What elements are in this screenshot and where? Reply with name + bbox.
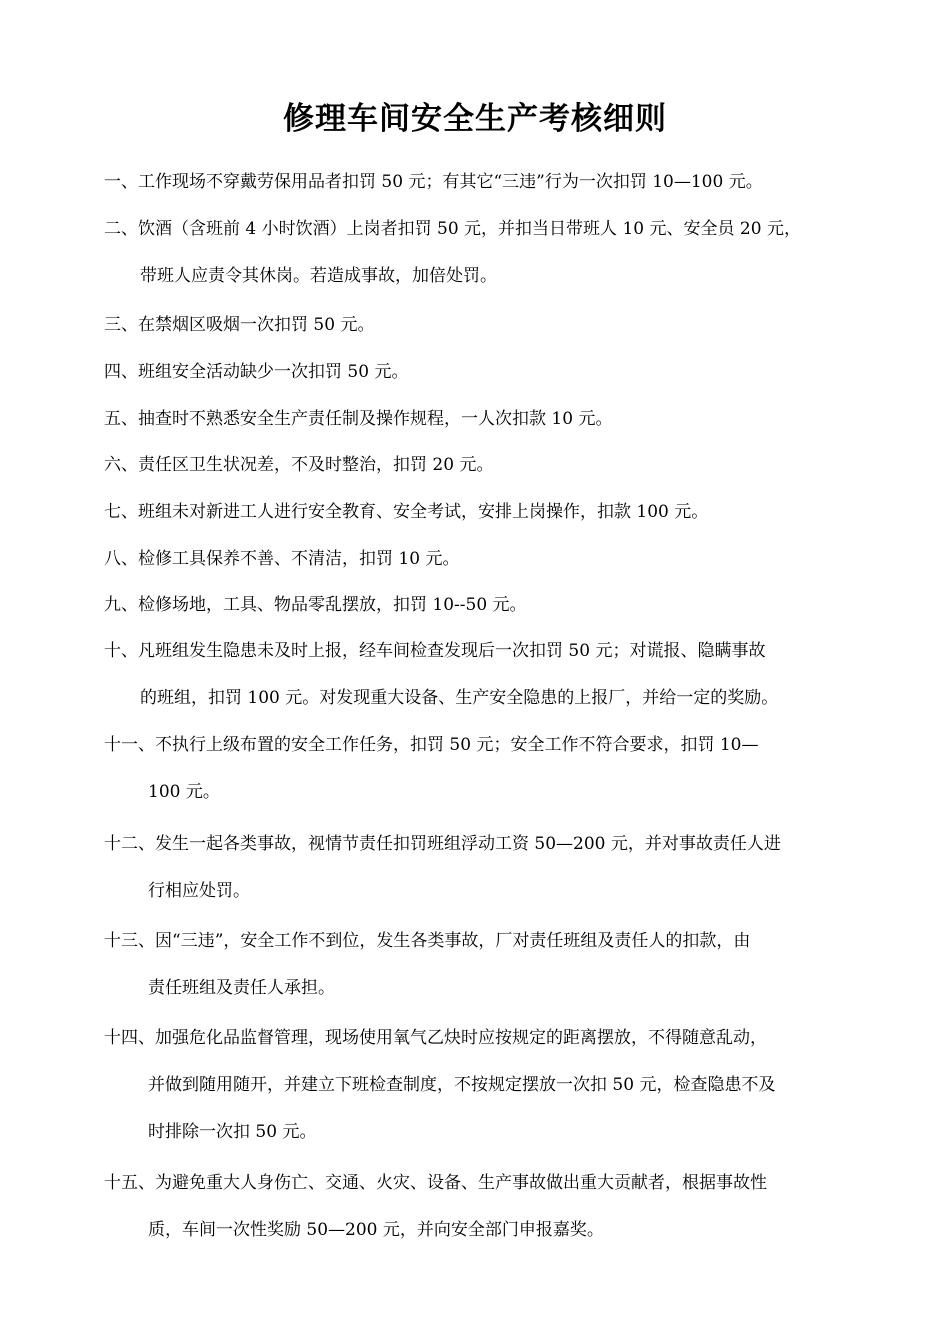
rule-text-line: 为避免重大人身伤亡、交通、火灾、设备、生产事故做出重大贡献者，根据事故性: [155, 1173, 767, 1193]
rule-number: 十、: [104, 641, 138, 661]
rule-item: [104, 628, 864, 722]
rule-number: 五、: [104, 409, 138, 429]
rule-text-line: 在禁烟区吸烟一次扣罚 50 元。: [138, 315, 375, 335]
rule-item: [104, 536, 864, 583]
rule-number: 十一、: [104, 735, 155, 755]
rule-item: [104, 159, 864, 206]
rule-number: 三、: [104, 315, 138, 335]
rule-text-line: 检修场地，工具、物品零乱摆放，扣罚 10--50 元。: [138, 595, 527, 615]
rule-number: 九、: [104, 595, 138, 615]
rule-text-line: 100 元。: [148, 782, 220, 802]
rule-text-line: 不执行上级布置的安全工作任务，扣罚 50 元；安全工作不符合要求，扣罚 10—: [155, 735, 759, 755]
rule-text-line: 发生一起各类事故，视情节责任扣罚班组浮动工资 50—200 元，并对事故责任人进: [155, 834, 781, 854]
rule-text-line: 并做到随用随开，并建立下班检查制度，不按规定摆放一次扣 50 元，检查隐患不及: [148, 1075, 776, 1095]
rule-item: [104, 582, 864, 629]
rule-number: 八、: [104, 549, 138, 569]
rule-item: [104, 489, 864, 536]
rule-text-line: 班组未对新进工人进行安全教育、安全考试，安排上岗操作，扣款 100 元。: [138, 502, 709, 522]
rule-text-line: 质，车间一次性奖励 50—200 元，并向安全部门申报嘉奖。: [148, 1220, 604, 1240]
rule-item: [104, 206, 864, 300]
rule-number: 十二、: [104, 834, 155, 854]
rule-number: 十三、: [104, 931, 155, 951]
rule-text-line: 检修工具保养不善、不清洁，扣罚 10 元。: [138, 549, 460, 569]
rule-number: 一、: [104, 172, 138, 192]
rule-number: 十五、: [104, 1173, 155, 1193]
rule-text-line: 的班组，扣罚 100 元。对发现重大设备、生产安全隐患的上报厂，并给一定的奖励。: [140, 688, 779, 708]
rule-item: [104, 349, 864, 396]
rule-item: [104, 302, 864, 349]
rule-text-line: 班组安全活动缺少一次扣罚 50 元。: [138, 362, 409, 382]
document-title: 修理车间安全生产考核细则: [283, 101, 667, 137]
rule-text-line: 工作现场不穿戴劳保用品者扣罚 50 元；有其它“三违”行为一次扣罚 10—100 元。: [138, 172, 763, 192]
rule-text-line: 时排除一次扣 50 元。: [148, 1122, 317, 1142]
rule-item: [104, 1015, 864, 1156]
rule-text-line: 抽查时不熟悉安全生产责任制及操作规程，一人次扣款 10 元。: [138, 409, 613, 429]
rule-item: [104, 442, 864, 489]
rule-number: 十四、: [104, 1028, 155, 1048]
rule-number: 六、: [104, 455, 138, 475]
rule-text-line: 饮酒（含班前 4 小时饮酒）上岗者扣罚 50 元，并扣当日带班人 10 元、安全员 20 元，: [138, 219, 801, 239]
rule-text-line: 责任区卫生状况差，不及时整治，扣罚 20 元。: [138, 455, 494, 475]
rule-text-line: 因“三违”，安全工作不到位，发生各类事故，厂对责任班组及责任人的扣款，由: [155, 931, 751, 951]
rule-text-line: 加强危化品监督管理，现场使用氧气乙炔时应按规定的距离摆放，不得随意乱动，: [155, 1028, 767, 1048]
rule-item: [104, 1160, 864, 1254]
rule-text-line: 行相应处罚。: [148, 881, 250, 901]
rule-item: [104, 918, 864, 1012]
rule-text-line: 带班人应责令其休岗。若造成事故，加倍处罚。: [140, 266, 497, 286]
rule-number: 四、: [104, 362, 138, 382]
rule-item: [104, 821, 864, 915]
rule-item: [104, 722, 864, 816]
rule-text-line: 责任班组及责任人承担。: [148, 978, 335, 998]
rule-number: 二、: [104, 219, 138, 239]
rule-number: 七、: [104, 502, 138, 522]
rule-item: [104, 396, 864, 443]
rule-text-line: 凡班组发生隐患未及时上报，经车间检查发现后一次扣罚 50 元；对谎报、隐瞒事故: [138, 641, 766, 661]
